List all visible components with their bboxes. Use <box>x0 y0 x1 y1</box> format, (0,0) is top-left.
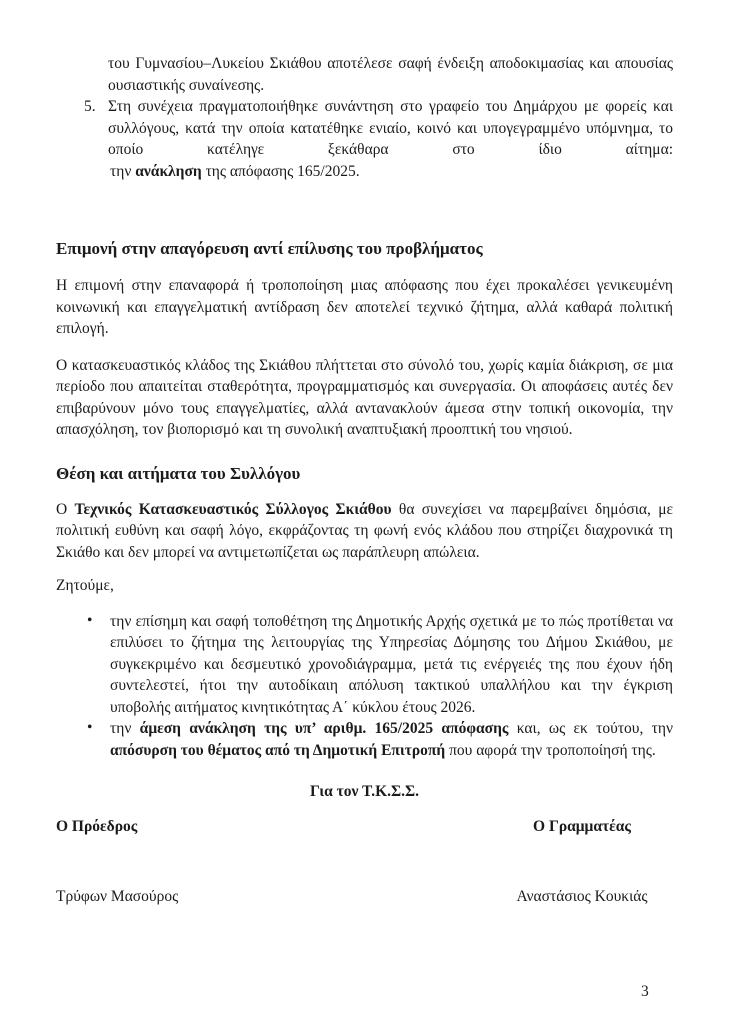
numbered-list <box>56 53 673 182</box>
list-item-5-number: 5. <box>84 98 96 115</box>
list-item-5-conclusion: την ανάκληση της απόφασης 165/2025. <box>110 162 360 180</box>
secretary-name: Αναστάσιος Κουκιάς <box>516 888 648 905</box>
signature-titles-row <box>56 816 673 838</box>
president-name: Τρύφων Μασούρος <box>56 888 179 905</box>
list-item-5 <box>84 96 673 182</box>
paragraph-association-position: Ο Τεχνικός Κατασκευαστικός Σύλλογος Σκιάθου θα συνεχίσει να παρεμβαίνει δημόσια, με πολιτική ευθύνη και σαφή λόγο, εκφράζοντας τη φωνή ενός κλάδου που στηρίζει διαχρονικά τη Σκιάθο και δεν μπορεί να αντιμετωπίζεται ως παράπλευρη απώλεια. <box>56 500 674 561</box>
paragraph-insistence: Η επιμονή στην επαναφορά ή τροποποίηση μιας απόφασης που έχει προκαλέσει γενικευμένη κοινωνική και επαγγελματική αντίδραση δεν αποτελεί τεχνικό ζήτημα, αλλά καθαρά πολιτική επιλογή. <box>56 277 673 337</box>
bullet-item-revocation <box>56 718 673 761</box>
section-heading-persistence: Επιμονή στην απαγόρευση αντί επίλυσης του προβλήματος <box>56 239 483 258</box>
list-item-5-body: Στη συνέχεια πραγματοποιήθηκε συνάντηση στο γραφείο του Δημάρχου με φορείς και συλλόγους, κατά την οποία κατατέθηκε ενιαίο, κοινό και υπογεγραμμένο υπόμνημα, το οποίο κατέληγε ξεκάθαρα στο ίδιο αίτημα: <box>108 98 673 158</box>
bullet-text: την άμεση ανάκληση της υπ’ αριθμ. 165/2025 απόφασης και, ως εκ τούτου, την απόσυρση του θέματος από τη Δημοτική Επιτροπή που αφορά την τροποποίησή της. <box>110 720 674 759</box>
bullet-icon: • <box>87 611 93 629</box>
request-bullet-list <box>56 611 673 762</box>
list-item-4-continuation: του Γυμνασίου–Λυκείου Σκιάθου αποτέλεσε σαφή ένδειξη αποδοκιμασίας και απουσίας ουσιαστικής συναίνεσης. <box>108 55 673 94</box>
page-number: 3 <box>641 983 649 1000</box>
bullet-icon: • <box>87 719 93 736</box>
bullet-item-official-position <box>56 611 673 719</box>
signature-names-row <box>56 886 673 908</box>
president-title: Ο Πρόεδρος <box>56 817 138 835</box>
bullet-text: την επίσημη και σαφή τοποθέτηση της Δημοτικής Αρχής σχετικά με το πώς προτίθεται να επιλύσει το ζήτημα της λειτουργίας της Υπηρεσίας Δόμησης του Δήμου Σκιάθου, με συγκεκριμένο και δεσμευτικό χρονοδιάγραμμα, μετά τις ενέργειές της που έχουν ήδη συντελεστεί, ήτοι την αυτοδίκαιη απόλυση τακτικού υπαλλήλου και την έγκριση υποβολής αιτήματος κινητικότητας Α΄ κύκλου έτους 2026. <box>110 612 673 716</box>
request-intro: Ζητούμε, <box>56 577 114 594</box>
section-heading-position: Θέση και αιτήματα του Συλλόγου <box>56 463 301 483</box>
paragraph-construction-sector: Ο κατασκευαστικός κλάδος της Σκιάθου πλήττεται στο σύνολό του, χωρίς καμία διάκριση, σε μια περίοδο που απαιτείται σταθερότητα, προγραμματισμός και συνεργασία. Οι αποφάσεις αυτές δεν επιβαρύνουν μόνο τους επαγγελματίες, αλλά αντανακλούν άμεσα στην τοπική οικονομία, την απασχόληση, τον βιοπορισμό και τη συνολική αναπτυξιακή προοπτική του νησιού. <box>56 356 673 438</box>
secretary-title: Ο Γραμματέας <box>533 817 631 835</box>
signoff-for-line: Για τον Τ.Κ.Σ.Σ. <box>309 783 420 800</box>
